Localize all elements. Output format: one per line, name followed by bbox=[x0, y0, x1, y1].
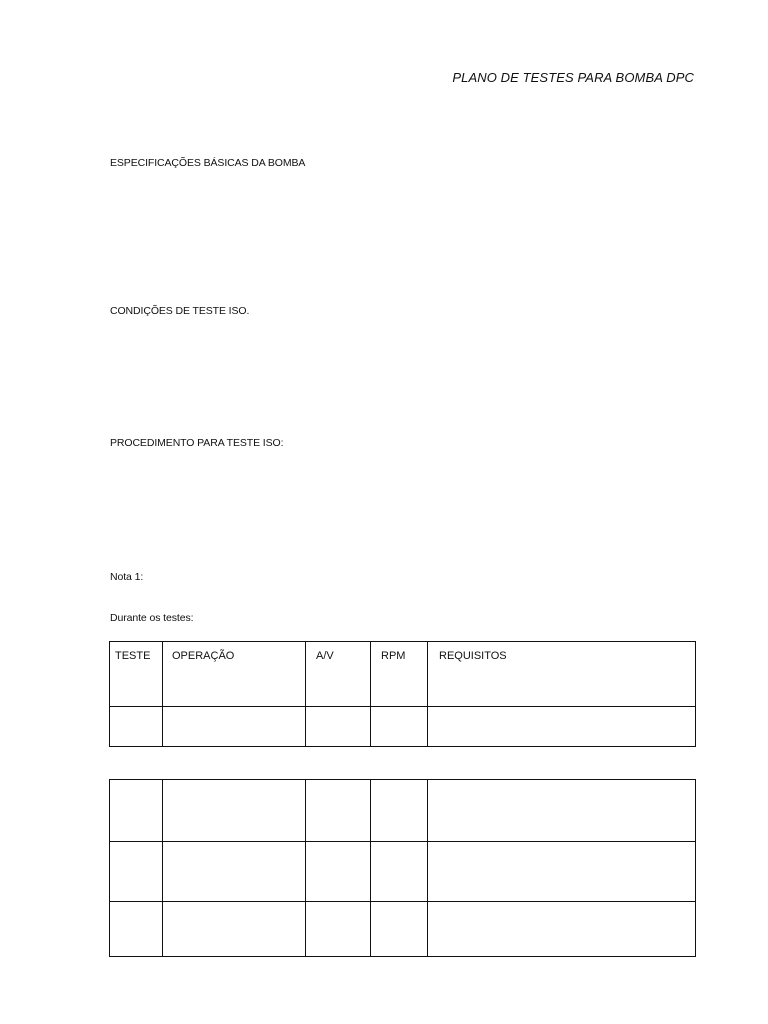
header-av: A/V bbox=[306, 642, 371, 707]
header-rpm: RPM bbox=[371, 642, 428, 707]
section-pump-specs: ESPECIFICAÇÕES BÁSICAS DA BOMBA bbox=[110, 157, 306, 169]
section-test-procedure: PROCEDIMENTO PARA TESTE ISO: bbox=[110, 437, 284, 449]
table-row bbox=[110, 842, 696, 902]
table-cell bbox=[428, 902, 696, 957]
table-row bbox=[110, 707, 696, 747]
table-cell bbox=[163, 780, 306, 842]
header-requisitos: REQUISITOS bbox=[428, 642, 696, 707]
table-cell bbox=[371, 707, 428, 747]
table-cell bbox=[110, 902, 163, 957]
table-cell bbox=[110, 780, 163, 842]
table-cell bbox=[371, 842, 428, 902]
document-title: PLANO DE TESTES PARA BOMBA DPC bbox=[452, 70, 694, 85]
table-cell bbox=[306, 902, 371, 957]
table-cell bbox=[306, 780, 371, 842]
table-cell bbox=[428, 707, 696, 747]
table-cell bbox=[428, 780, 696, 842]
table-cell bbox=[110, 707, 163, 747]
table-cell bbox=[306, 707, 371, 747]
section-during-tests: Durante os testes: bbox=[110, 612, 194, 624]
table-cell bbox=[371, 902, 428, 957]
table-row bbox=[110, 780, 696, 842]
table-cell bbox=[163, 842, 306, 902]
table-row bbox=[110, 902, 696, 957]
table-cell bbox=[306, 842, 371, 902]
tests-table-continued bbox=[109, 779, 696, 957]
table-cell bbox=[110, 842, 163, 902]
tests-table-main bbox=[109, 641, 696, 747]
header-operacao: OPERAÇÃO bbox=[163, 642, 306, 707]
table-cell bbox=[428, 842, 696, 902]
table-cell bbox=[163, 902, 306, 957]
section-note-1: Nota 1: bbox=[110, 571, 144, 583]
section-test-conditions: CONDIÇÕES DE TESTE ISO. bbox=[110, 305, 250, 317]
table-cell bbox=[371, 780, 428, 842]
header-teste: TESTE bbox=[110, 642, 163, 707]
table-header-row bbox=[110, 642, 696, 707]
table-cell bbox=[163, 707, 306, 747]
